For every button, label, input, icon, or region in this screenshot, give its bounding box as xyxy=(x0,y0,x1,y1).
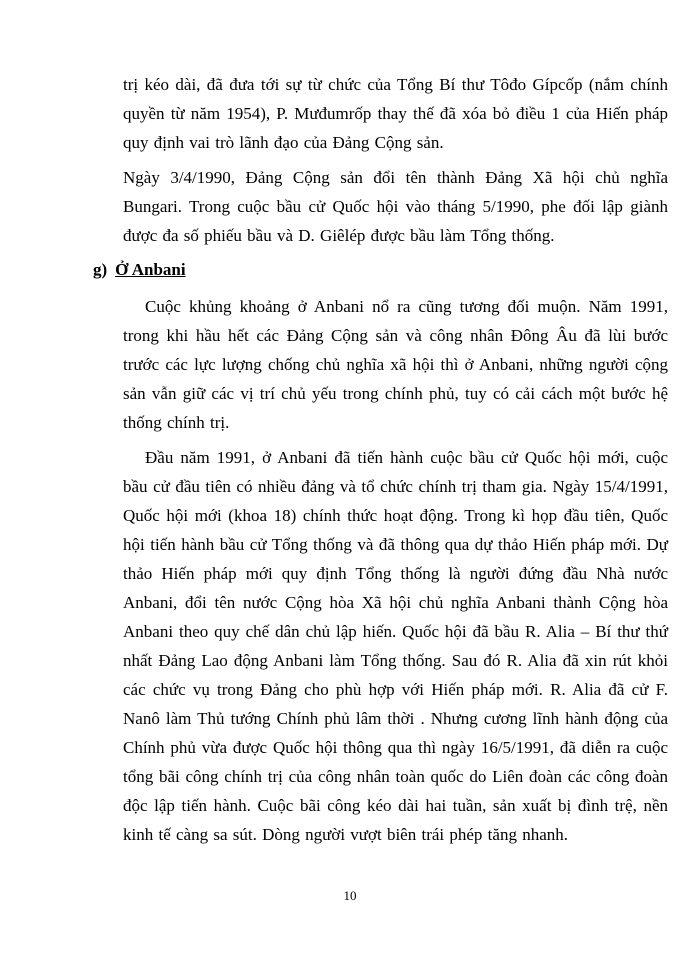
paragraph-continuation: trị kéo dài, đã đưa tới sự từ chức của Tổng Bí thư Tôđo Gípcốp (nắm chính quyền từ năm 1954), P. Mưđumrốp thay thế đã xóa bỏ điều 1 của Hiến pháp quy định vai trò lãnh đạo của Đảng Cộng sản. xyxy=(123,75,668,152)
paragraph-bulgaria: Ngày 3/4/1990, Đảng Cộng sản đổi tên thành Đảng Xã hội chủ nghĩa Bungari. Trong cuộc bầu cử Quốc hội vào tháng 5/1990, phe đối lập giành được đa số phiếu bầu và D. Giêlép được bầu làm Tổng thống. xyxy=(123,168,668,245)
paragraph-albania-intro: Cuộc khủng khoảng ở Anbani nổ ra cũng tương đối muộn. Năm 1991, trong khi hầu hết các Đảng Cộng sản và công nhân Đông Âu đã lùi bước trước các lực lượng chống chủ nghĩa xã hội thì ở Anbani, những người cộng sản vẫn giữ các vị trí chủ yếu trong chính phủ, tuy có cải cách một bước hệ thống chính trị. xyxy=(123,297,668,432)
section-title: Ở Anbani xyxy=(115,260,186,279)
paragraph-albania-elections: Đầu năm 1991, ở Anbani đã tiến hành cuộc bầu cử Quốc hội mới, cuộc bầu cử đầu tiên có nhiều đảng và tổ chức chính trị tham gia. Ngày 15/4/1991, Quốc hội mới (khoa 18) chính thức hoạt động. Trong kì họp đầu tiên, Quốc hội tiến hành bầu cử Tổng thống và đã thông qua dự thảo Hiến pháp mới. Dự thảo Hiến pháp mới quy định Tổng thống là người đứng đầu Nhà nước Anbani, đổi tên nước Cộng hòa Xã hội chủ nghĩa Anbani thành Cộng hòa Anbani theo quy chế dân chủ lập hiến. Quốc hội đã bầu R. Alia – Bí thư thứ nhất Đảng Lao động Anbani làm Tổng thống. Sau đó R. Alia đã xin rút khỏi các chức vụ trong Đảng cho phù hợp với Hiến pháp mới. R. Alia đã cử F. Nanô làm Thủ tướng Chính phủ lâm thời . Nhưng cương lĩnh hành động của Chính phủ vừa được Quốc hội thông qua thì ngày 16/5/1991, đã diễn ra cuộc tổng bãi công chính trị của công nhân toàn quốc do Liên đoàn các công đoàn độc lập tiến hành. Cuộc bãi công kéo dài hai tuần, sản xuất bị đình trệ, nền kinh tế càng sa sút. Dòng người vượt biên trái phép tăng nhanh. xyxy=(123,448,668,844)
page-number: 10 xyxy=(343,888,357,903)
section-marker: g) xyxy=(93,260,108,279)
section-heading xyxy=(93,258,186,282)
